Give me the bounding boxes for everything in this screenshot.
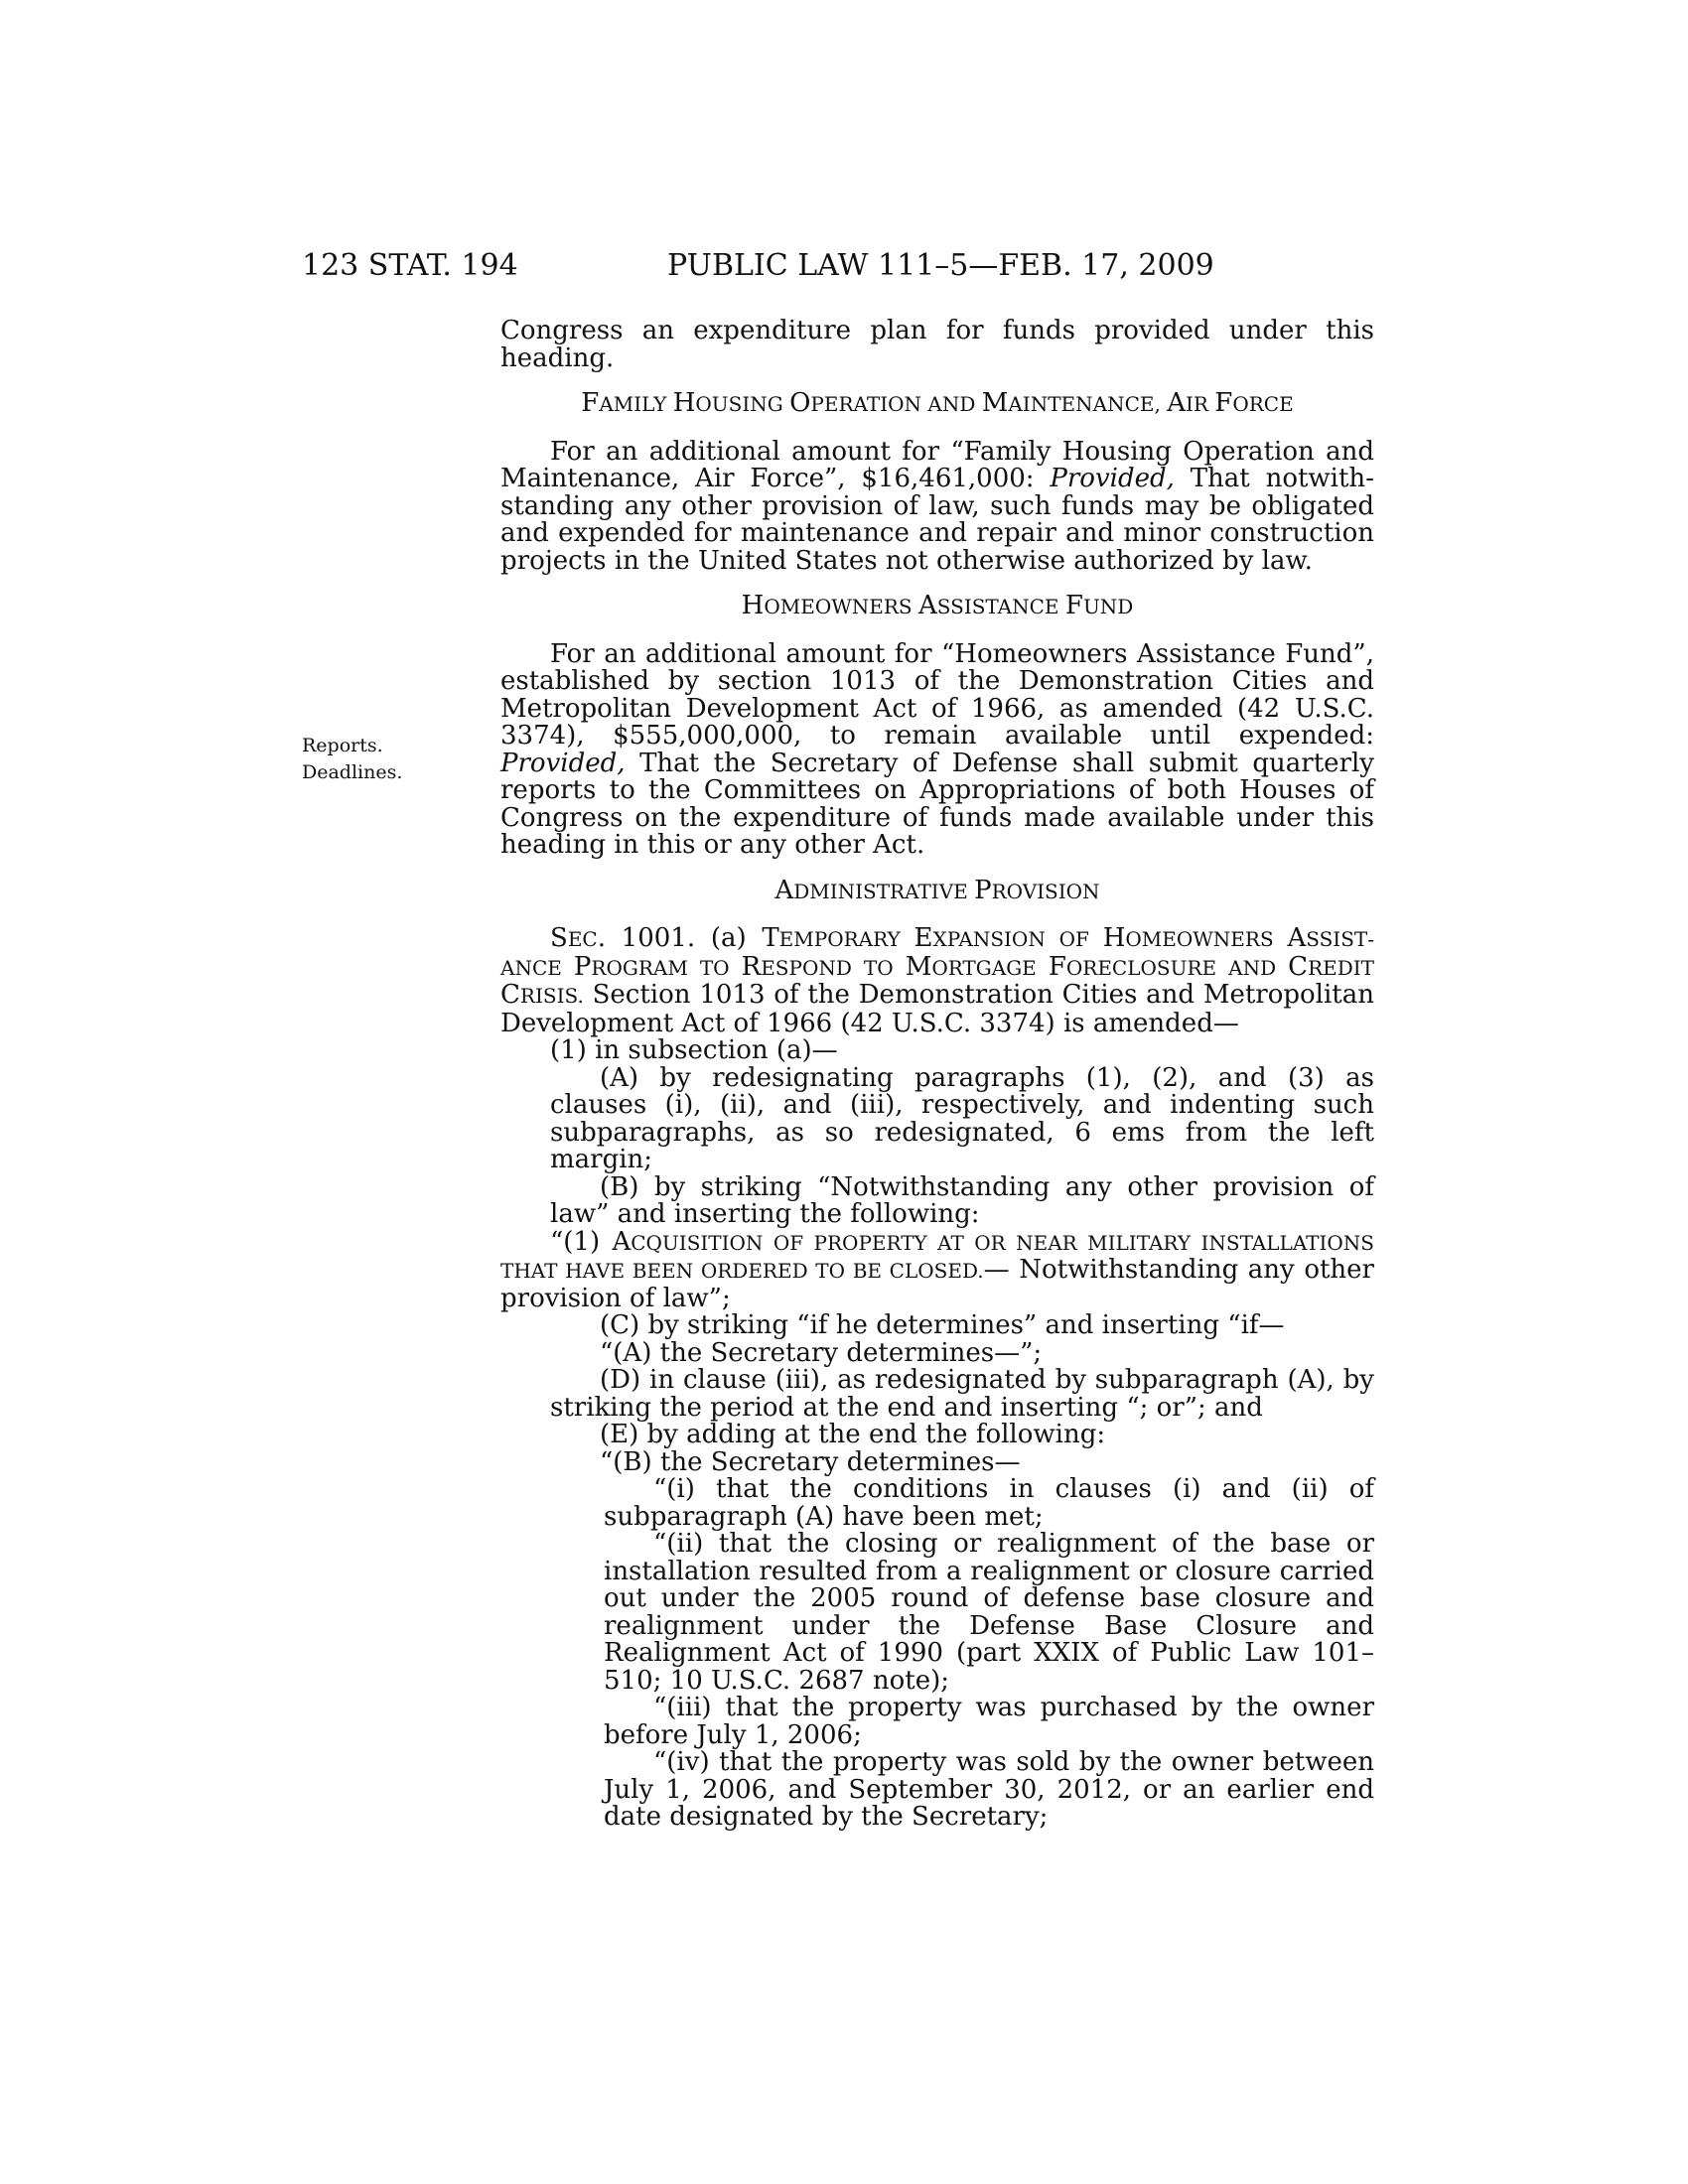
heading-administrative-provision: ADMINISTRATIVE PROVISION [774, 875, 1100, 905]
clause-ii: “(ii) that the closing or realignment of the base or installation resulted from a realignment or closure carried out under the 2005 round of defense base closure and realignment under the Defense Base Closure and Realignment Act of 1990 (part XXIX of Public Law 101–510; 10 U.S.C. 2687 note); [604, 1529, 1374, 1696]
item-1-E: (E) by adding at the end the following: [600, 1420, 1106, 1449]
paragraph-homeowners-assistance: For an additional amount for “Homeowners Assistance Fund”, established by section 1013 of the Demonstration Cities and Metropolitan Development Act of 1966, as amended (42 U.S.C. 3374), $555,000,000, to remain available until expended: Provided, That the Secretary of Defense shall submit quarterly reports to the Committees on Appropriations of both Houses of Congress on the expenditure of funds made available under this heading in this or any other Act. [500, 638, 1374, 860]
item-1-C-quote: “(A) the Secretary determines—”; [600, 1337, 1043, 1368]
item-1-A: (A) by redesignating paragraphs (1), (2), and (3) as clauses (i), (ii), and (iii), respectively, and indenting such subparagraphs, as so redesignated, 6 ems from the left margin; [550, 1062, 1374, 1174]
margin-notes [302, 733, 402, 786]
item-1-B: (B) by striking “Notwithstanding any other provision of law” and inserting the following: [550, 1171, 1374, 1229]
item-1: (1) in subsection (a)— [550, 1035, 838, 1065]
paragraph-family-housing: For an additional amount for “Family Housing Operation and Maintenance, Air Force”, $16,461,000: Provided, That notwithstanding any other provision of law, such funds may be obligated and expended for maintenance and repair and minor construction projects in the United States not otherwise authorized by law. [500, 436, 1374, 576]
running-head: PUBLIC LAW 111–5—FEB. 17, 2009 [667, 248, 1214, 283]
heading-homeowners-assistance: HOMEOWNERS ASSISTANCE FUND [741, 591, 1134, 620]
clause-iii: “(iii) that the property was purchased by the owner before July 1, 2006; [604, 1693, 1374, 1750]
margin-note-reports: Reports. [302, 735, 383, 756]
section-1001: SEC. 1001. (a) TEMPORARY EXPANSION OF HOMEOWNERS ASSISTANCE PROGRAM TO RESPOND TO MORTGAGE FORECLOSURE AND CREDIT CRISIS. Section 1013 of the Demonstration Cities and Metropolitan Development Act of 1966 (42 U.S.C. 3374) is amended— [500, 923, 1375, 1038]
margin-note-deadlines: Deadlines. [302, 761, 403, 783]
quoted-paragraph-1: “(1) ACQUISITION OF PROPERTY AT OR NEAR MILITARY INSTALLATIONS THAT HAVE BEEN ORDERED TO BE CLOSED.— Notwithstanding any other provision of law”; [500, 1226, 1375, 1313]
continuation-paragraph: Congress an expenditure plan for funds provided under this heading. [500, 316, 1374, 373]
clause-iv: “(iv) that the property was sold by the owner between July 1, 2006, and September 30, 2012, or an earlier end date designated by the Secretary; [604, 1747, 1374, 1832]
page-citation: 123 STAT. 194 [302, 248, 518, 283]
clause-i: “(i) that the conditions in clauses (i) and (ii) of subparagraph (A) have been met; [604, 1474, 1374, 1532]
item-1-C: (C) by striking “if he determines” and inserting “if— [600, 1310, 1285, 1340]
heading-family-housing: FAMILY HOUSING OPERATION AND MAINTENANCE, AIR FORCE [581, 388, 1294, 418]
main-column [500, 318, 1374, 1832]
item-1-D: (D) in clause (iii), as redesignated by subparagraph (A), by striking the period at the end and inserting “; or”; and [550, 1365, 1374, 1423]
item-1-E-B: “(B) the Secretary determines— [600, 1446, 1021, 1477]
